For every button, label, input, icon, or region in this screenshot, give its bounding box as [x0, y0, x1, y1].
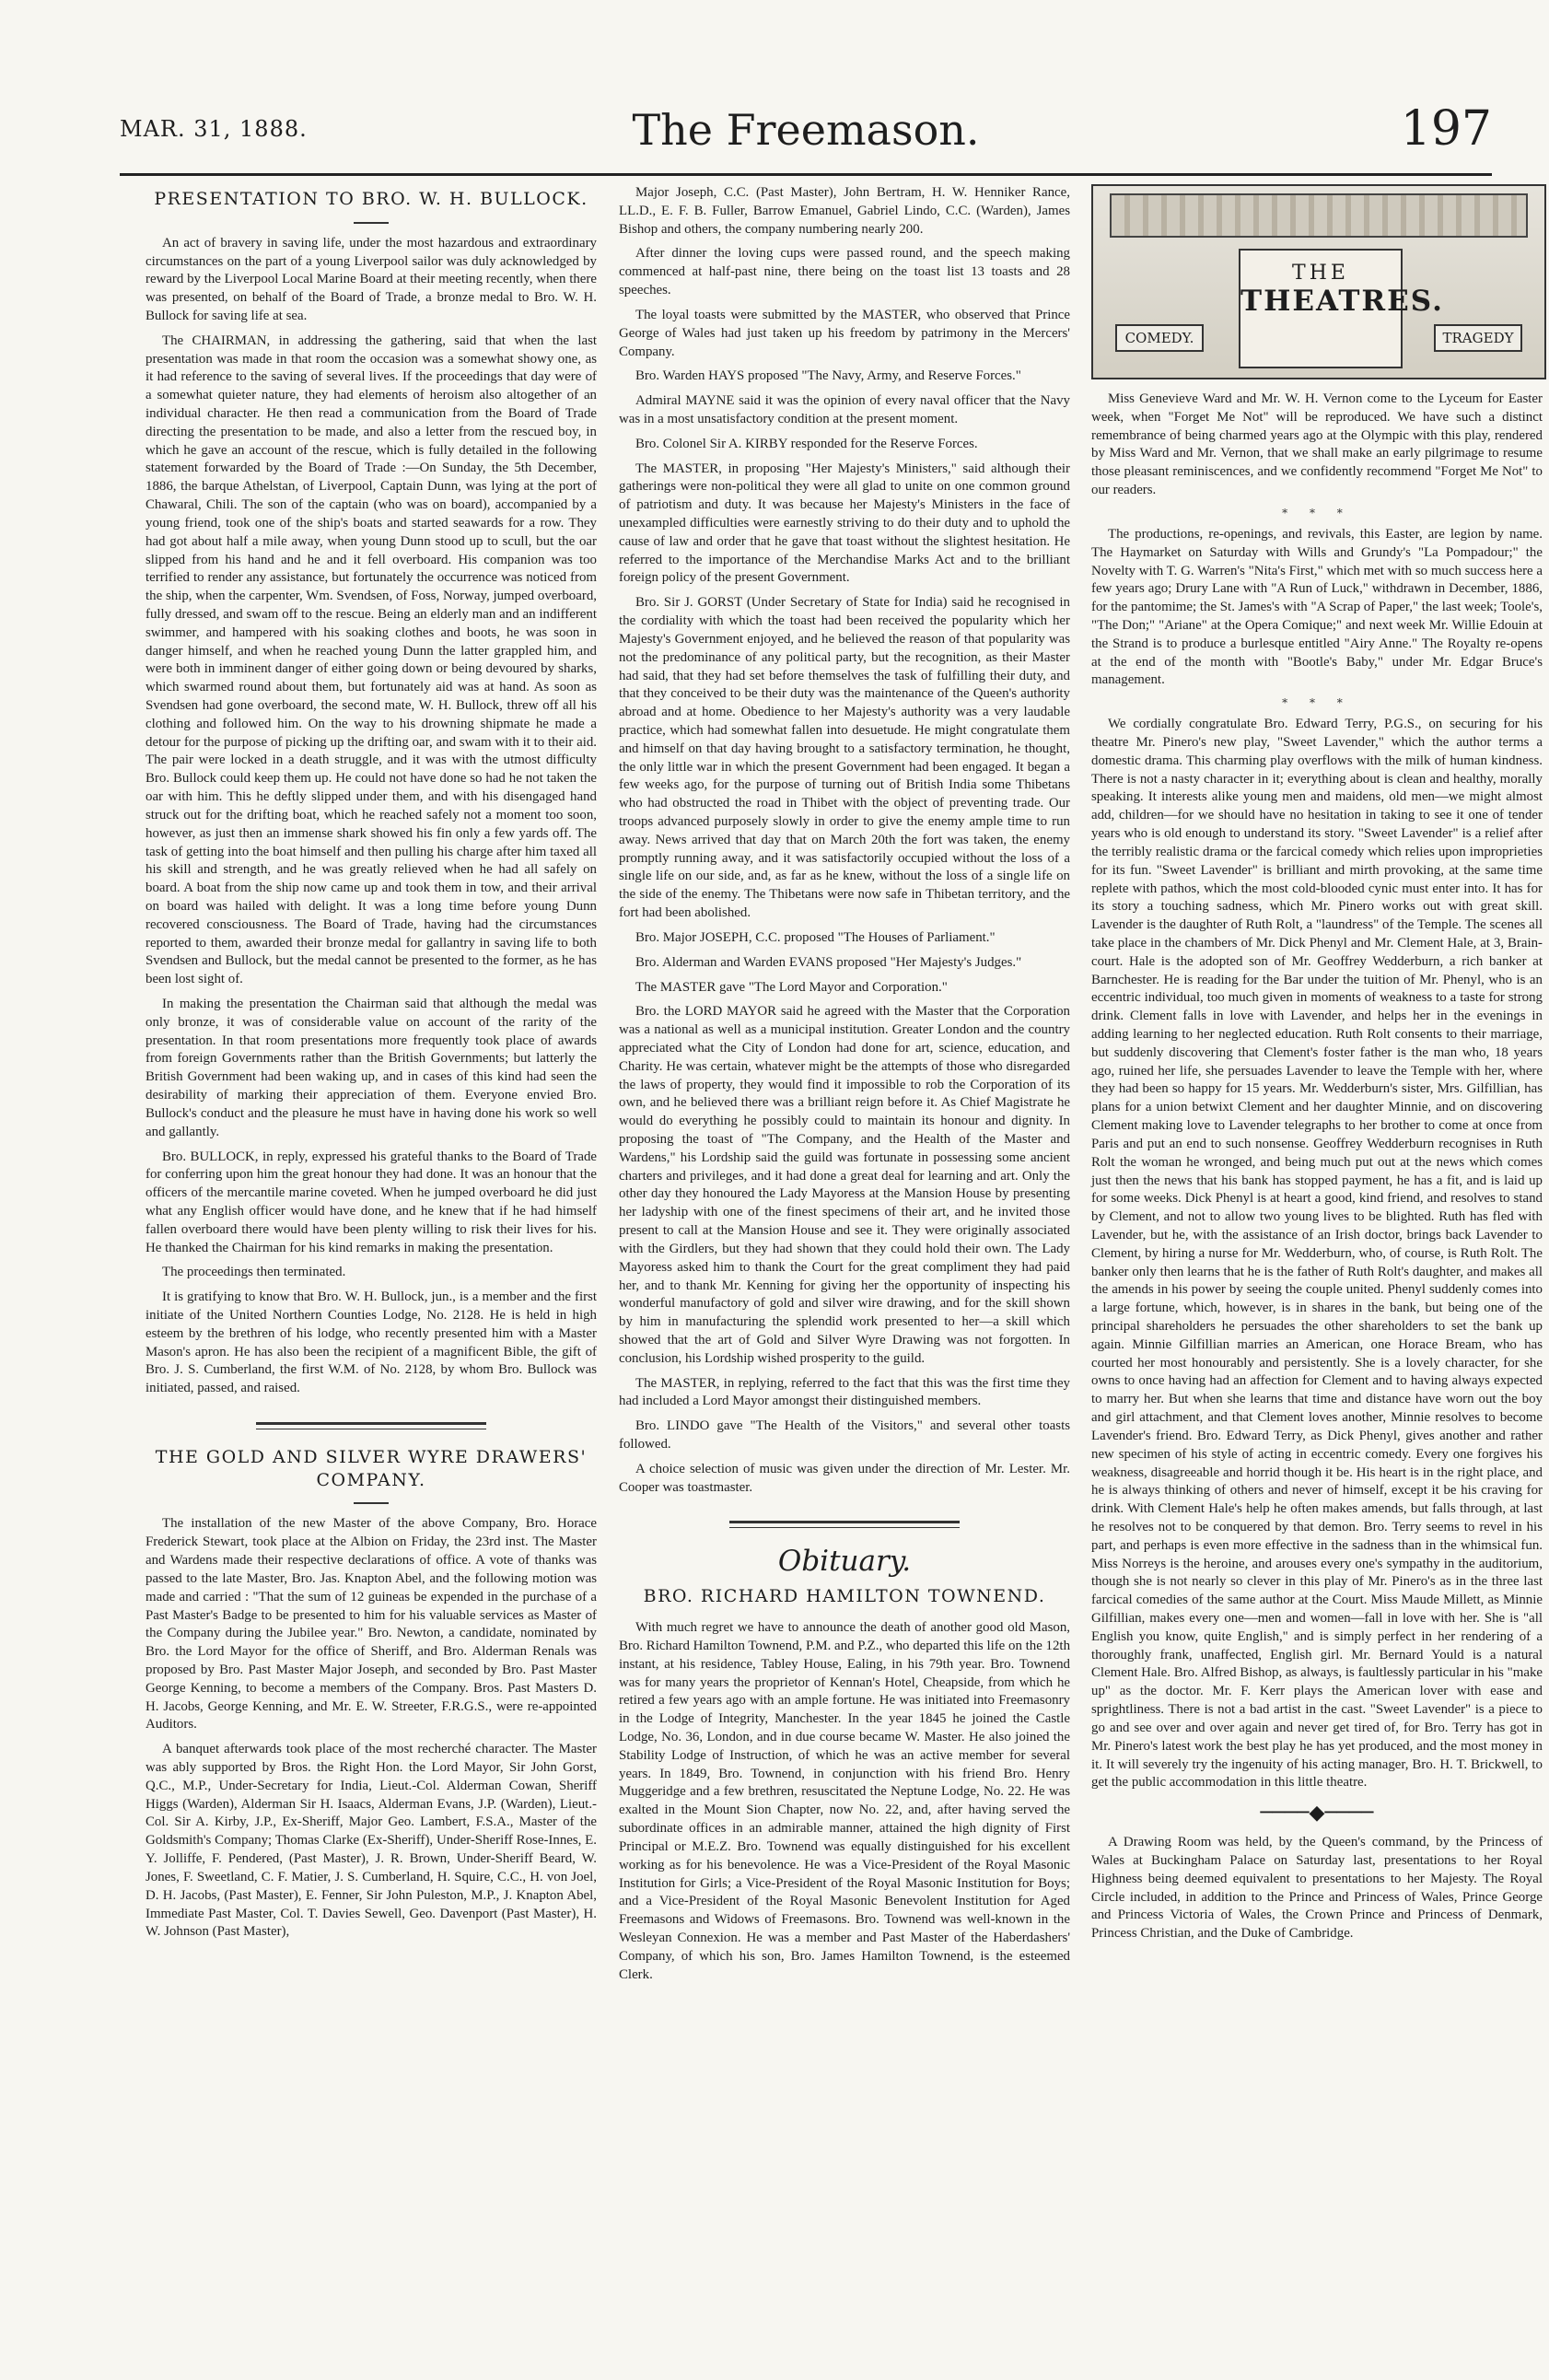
comedy-mask-label: COMEDY.	[1115, 324, 1204, 352]
paragraph: The MASTER, in proposing "Her Majesty's Ministers," said although their gatherings were non-political they were all glad to unite on one common ground of patriotism and duty. It was because her Majesty's Ministers in the face of unexampled difficulties were earnestly striving to do their duty and to uphold the cause of law and order that he gave that toast without the slightest hesitation. He referred to the importance of the Merchandise Marks Act and to the brilliant foreign policy of the present Government.	[619, 461, 1070, 586]
paragraph: The loyal toasts were submitted by the MASTER, who observed that Prince George of Wales had just taken up his freedom by patrimony in the Mercers' Company.	[619, 307, 1070, 359]
paragraph: We cordially congratulate Bro. Edward Terry, P.G.S., on securing for his theatre Mr. Pinero's new play, "Sweet Lavender," which the author terms a domestic drama. This charming play overflows with the milk of human kindness. There is not a nasty character in it; everything about is clean and healthy, morally speaking. It interests alike young men and maidens, old men—we might almost add, children—for we should have no hesitation in taking to see it one of tender years who is old enough to understand its story. "Sweet Lavender" is a relief after the terribly realistic drama or the farcical comedy which relies upon improprieties for its fun. "Sweet Lavender" is brilliant and mirth provoking, at the same time replete with pathos, which the most cold-blooded cynic must enter into. It has for its story a touching sadness, which Mr. Pinero works out with great skill. Lavender is the daughter of Ruth Rolt, a "laundress" of the Temple. The scenes all take place in the chambers of Mr. Dick Phenyl and Mr. Clement Hale, at 3, Brain-court. Hale is the adopted son of Mr. Geoffrey Wedderburn, a rich banker at Barnchester. He is reading for the Bar under the tuition of Mr. Phenyl, who is an eccentric individual, too much given in moments of weakness to a taste for strong drink. Clement falls in love with Lavender, and helps her in the evenings in adding learning to her neglected education. Ruth Rolt consents to their marriage, but suddenly discovering that Clement's foster father is the man who, 18 years ago, ruined her life, she persuades Lavender to leave the Temple with her, where they had been so happy for 15 years. Mr. Wedderburn's sister, Mrs. Gilfillian, has plans for a union betwixt Clement and her daughter Minnie, and on discovering Clement making love to Lavender telegraphs to her brother to come at once from Paris and put an end to such nonsense. Geoffrey Wedderburn recognises in Ruth Rolt the woman he wronged, and being much put out at the news which comes just then the news that his bank has stopped payment, he has a fit, and is laid up for some weeks. Dick Phenyl is at heart a good, kind friend, and resolves to stand by Clement, and not to allow two young lives to be blighted. Ruth has fled with Lavender, but he, with the assistance of an Irish doctor, brings back Lavender to Clement, by hiring a nurse for Mr. Wedderburn, who, of course, is Ruth Rolt. The banker only then learns that he is the father of Ruth Rolt's daughter, and makes all the amends in his power by seeing the couple united. Phenyl suddenly comes into a large fortune, which, however, is in shares in the bank, but being one of the principal shareholders he persuades the other shareholders to set the bank up again. Minnie Gilfillian marries an American, one Horace Bream, who has courted her most honourably and persistently. She is a lovely character, for she owns to once having had an affection for Clement and to having always expected to marry her. But when she learns that time and distance have worn out the boy and girl attachment, and that Clement loves another, Minnie resolves to become Lavender's friend. Bro. Edward Terry, as Dick Phenyl, gives another and rather new specimen of his style of acting in eccentric comedy. Every one forgives his weakness, disagreeable and horrid though it be. His heart is in the right place, and he is always thinking of others and never of himself, except it be his craving for drink. With Clement Hale's help he often makes amends, but falls through, at last he resolves not to be conquered by that demon. Bro. Terry seems to revel in his part, and perhaps is even more effective in the sadness than in the whimsical fun. Miss Norreys is the heroine, and arouses every one's sympathy in the auditorium, though she is not nearly so clever in this play of Mr. Pinero's as in the three last farcical comedies of the same author at the Court. Miss Maude Millett, as Minnie Gilfillian, makes every one—men and women—fall in love with her. She is "all English you know, quite English," and is simply perfect in her rendering of a thoroughly frank, unaffected, English girl. Mr. Bernard Yould is a natural Clement Hale. Bro. Alfred Bishop, as always, is faultlessly particular in his "make up" as the doctor. Mr. F. Kerr plays the American lover with ease and sprightliness. There is not a bad artist in the cast. "Sweet Lavender" is a piece to go and see over and over again and never get tired of, for Bro. Terry has got in Mr. Pinero's latest work the best play he has yet produced, and the most money in it. It will severely try the ingenuity of his acting manager, Bro. H. T. Brickwell, to get the public accommodation in this little theatre.	[1091, 717, 1543, 1791]
paragraph: The MASTER gave "The Lord Mayor and Corporation."	[635, 979, 948, 995]
theatres-illustration	[1091, 184, 1546, 379]
paragraph: Bro. Major JOSEPH, C.C. proposed "The Houses of Parliament."	[635, 929, 996, 945]
paragraph: With much regret we have to announce the death of another good old Mason, Bro. Richard Hamilton Townend, P.M. and P.Z., who departed this life on the 12th instant, at his residence, Tabley House, Ealing, in his 79th year. Bro. Townend was for many years the proprietor of Kennan's Hotel, Cheapside, from which he retired a few years ago with an ample fortune. He was initiated into Freemasonry in the Lodge of Integrity, Manchester. In the year 1845 he joined the Castle Lodge, No. 36, London, and in due course became W. Master. He also joined the Stability Lodge of Instruction, of which he was an active member for several years. In 1849, Bro. Townend, in conjunction with his friend Bro. Henry Muggeridge and a few brethren, resuscitated the Neptune Lodge, No. 22. He was exalted in the Mount Sion Chapter, now No. 22, and, after having served the subordinate offices in an admirable manner, attained the high dignity of First Principal or M.E.Z. Bro. Townend was equally distinguished for his excellent working as for his benevolence. He was a Vice-President of the Royal Masonic Institution for Girls; a Vice-President of the Royal Masonic Institution for Boys; and a Vice-President of the Royal Masonic Benevolent Institution for Aged Freemasons and Widows of Freemasons. Bro. Townend was well-known in the Wesleyan Connexion. He was a member and Past Master of the Haberdashers' Company, of which his son, Bro. James Hamilton Townend, is the esteemed Clerk.	[619, 1620, 1071, 1982]
divider	[354, 1502, 389, 1504]
column-2	[619, 184, 1070, 1990]
banner-ornament	[1110, 193, 1528, 238]
paragraph: Bro. Alderman and Warden EVANS proposed "Her Majesty's Judges."	[635, 954, 1022, 970]
paragraph: Bro. Warden HAYS proposed "The Navy, Army, and Reserve Forces."	[635, 368, 1021, 384]
section-stars: * * *	[1282, 696, 1352, 710]
column-1	[146, 184, 597, 1948]
masthead-rule	[120, 173, 1492, 176]
paragraph: Bro. Sir J. GORST (Under Secretary of State for India) said he recognised in the cordiality with which the toast had been received the popularity which her Majesty's Government enjoyed, and he believed the reason of that popularity was not the predominance of any political party, but the recognition, as their Master had said, that they had set before themselves the task of fulfilling their duty, and that they conceived to be their duty was the maintenance of the Queen's authority abroad and at home. Obedience to her Majesty's authority was a very laudable practice, which had somewhat fallen into desuetude. He might congratulate them and himself on that day having brought to a satisfactory termination, he thought, the only little war in which the present Government had been engaged. It began a few weeks ago, for the purpose of turning out of British India some Thibetans who had obstructed the road in Thibet with the object of preventing trade. Our troops advanced purposely slowly in order to give the enemy ample time to run away. News arrived that day that on March 20th the fort was taken, the enemy promptly running away, and it was satisfactorily occupied without the loss of a single life on our side, and, as far as he knew, without the loss of a single life on the side of the enemy. The Thibetans were now safe in Thibetan territory, and the fort had been abolished.	[619, 595, 1070, 921]
paragraph: In making the presentation the Chairman said that although the medal was only bronze, it was of considerable value on account of the rarity of the presentation. In that room presentations more frequently took place of awards from foreign Governments rather than the British Governments; but latterly the British Government had been waking up, and in cases of this kind had seen the desirability of marking their appreciation of them. Everyone envied Bro. Bullock's conduct and the pleasure he must have in having done his work so well and gallantly.	[146, 997, 597, 1139]
article-heading: THE GOLD AND SILVER WYRE DRAWERS' COMPANY.	[155, 1447, 588, 1490]
paragraph: A choice selection of music was given under the direction of Mr. Lester. Mr. Cooper was toastmaster.	[619, 1461, 1070, 1495]
section-divider	[256, 1422, 486, 1429]
theatres-label: THEATRES.	[1240, 285, 1444, 318]
paragraph: Miss Genevieve Ward and Mr. W. H. Vernon come to the Lyceum for Easter week, when "Forget Me Not" will be reproduced. We have such a distinct remembrance of being charmed years ago at the Olympic with this play, rendered by Miss Ward and Mr. Vernon, that we shall make an early pilgrimage to resume those pleasant reminiscences, and we confidently recommend "Forget Me Not" to our readers.	[1091, 391, 1543, 498]
section-divider	[729, 1521, 960, 1528]
paragraph: After dinner the loving cups were passed round, and the speech making commenced at half-past nine, there being on the toast list 13 toasts and 28 speeches.	[619, 246, 1070, 298]
paragraph: Major Joseph, C.C. (Past Master), John Bertram, H. W. Henniker Rance, LL.D., E. F. B. Fuller, Barrow Emanuel, Gabriel Lindo, C.C. (Warden), James Bishop and others, the company numbering nearly 200.	[619, 185, 1070, 237]
masthead	[120, 101, 1492, 182]
column-3	[1091, 184, 1543, 1950]
paragraph: It is gratifying to know that Bro. W. H. Bullock, jun., is a member and the first initiate of the United Northern Counties Lodge, No. 2128. He is held in high esteem by the brethren of his lodge, who recently presented him with a Master Mason's apron. He has also been the recipient of a magnificent Bible, the gift of Bro. J. S. Cumberland, the first W.M. of No. 2128, by whom Bro. Bullock was initiated, passed, and raised.	[146, 1289, 597, 1396]
paragraph: The CHAIRMAN, in addressing the gathering, said that when the last presentation was made in that room the occasion was a somewhat showy one, as it had reference to the saving of several lives. If the proceedings that day were of a somewhat quieter nature, they had elements of heroism also altogether of an individual character. He then read a communication from the Board of Trade directing the presentation to be made, and also a letter from the rescued boy, in which he gave an account of the rescue, which is fully detailed in the following statement forwarded by the Board of Trade :—On Sunday, the 5th December, 1886, the barque Athelstan, of Liverpool, Captain Dunn, was lying at the port of Chawaral, Chili. The son of the captain (who was on board), accompanied by a young friend, took one of the ship's boats and started seawards for a row. They had got about half a mile away, when young Dunn stood up to scull, but the oar slipped from his hand and he and it fell overboard. His companion was too terrified to render any assistance, but fortunately the occurrence was noticed from the ship, when the carpenter, Wm. Svendsen, of Foss, Norway, jumped overboard, fully dressed, and swam off to the rescue. Being an elderly man and an indifferent swimmer, and hampered with his soaking clothes and boots, he was soon in danger himself, and when he reached young Dunn the latter grappled him, and were both in imminent danger of either going down or being devoured by sharks, which swarmed round about them, but fortunately aid was at hand. As soon as Svendsen had gone overboard, the second mate, W. H. Bullock, threw off all his clothing and followed him. On the way to his drowning shipmate he made a detour for the purpose of picking up the drifting oar, and swam with it to their aid. The pair were locked in a death struggle, and it was with the utmost difficulty Bro. Bullock could keep them up. He could not have done so had he not taken the oar with him. This he deftly slipped under them, and with his disengaged hand struck out for the drifting boat, which he reached safely not a moment too soon, however, as just then an immense shark showed his fin only a few yards off. The task of getting into the boat himself and then pulling his charge after him taxed all his skill and strength, and he was greatly relieved when he had all safely on board. A boat from the ship now came up and took them in tow, and their arrival on board was hailed with delight. It was a long time before young Dunn recovered consciousness. The Board of Trade, having had the circumstances reported to them, awarded their bronze medal for gallantry in saving life to both Svendsen and Bullock, but the medal cannot be presented to the former, as he has been lost sight of.	[146, 332, 597, 987]
paragraph: Admiral MAYNE said it was the opinion of every naval officer that the Navy was in a most unsatisfactory condition at the present moment.	[619, 393, 1070, 426]
paragraph: The productions, re-openings, and revivals, this Easter, are legion by name. The Haymarket on Saturday with Wills and Grundy's "La Pompadour;" the Novelty with T. G. Warren's "Nita's First," which met with so much success here a few years ago; Drury Lane with "A Run of Luck," withdrawn in December, 1886, for the pantomime; the St. James's with "A Scrap of Paper," the last week; Toole's, "The Don;" "Ariane" at the Opera Comique;" and next week Mr. Willie Edouin at the Strand is to produce a burlesque entitled "Airy Anne." The Royalty re-opens at the end of the month with "Bootle's Baby," under Mr. Edgar Bruce's management.	[1091, 526, 1543, 688]
newspaper-title: The Freemason.	[632, 105, 980, 155]
article-heading: BRO. RICHARD HAMILTON TOWNEND.	[643, 1586, 1046, 1607]
paragraph: Bro. Colonel Sir A. KIRBY responded for the Reserve Forces.	[635, 436, 978, 451]
section-stars: * * *	[1282, 506, 1352, 519]
article-heading: PRESENTATION TO BRO. W. H. BULLOCK.	[154, 189, 588, 209]
obituary-heading: Obituary.	[777, 1545, 912, 1579]
issue-date: MAR. 31, 1888.	[120, 116, 308, 142]
paragraph: Bro. BULLOCK, in reply, expressed his grateful thanks to the Board of Trade for conferring upon him the great honour they had done. It was an honour that the officers of the mercantile marine coveted. When he jumped overboard he did just what any English officer would have done, and he knew that if he had himself fallen overboard there would have been plenty willing to risk their lives for his. He thanked the Chairman for his kind remarks in making the presentation.	[146, 1149, 597, 1255]
theatres-title-panel	[1239, 249, 1444, 368]
paragraph: The proceedings then terminated.	[162, 1265, 346, 1280]
paragraph: A banquet afterwards took place of the most recherché character. The Master was ably supported by Bros. the Right Hon. the Lord Mayor, Sir John Gorst, Q.C., M.P., Under-Secretary for India, Lieut.-Col. Alderman Cowan, Sheriff Higgs (Warden), Alderman Sir H. Isaacs, Alderman Evans, J.P. (Warden), Lieut.-Col. Sir A. Kirby, J.P., Ex-Sheriff, Major Geo. Lambert, F.S.A., Master of the Goldsmith's Company; Thomas Clarke (Ex-Sheriff), Under-Sheriff Rose-Innes, E. Y. Jolliffe, F. Pendered, (Past Master), J. R. Brown, Under-Sheriff Beard, W. Jones, F. Sweetland, C. F. Matier, J. S. Cumberland, H. Squire, C.C., H. von Joel, D. H. Jacobs, (Past Master), E. Fenner, Sir John Puleston, M.P., J. Knapton Abel, Immediate Past Master, Col. T. Davies Sewell, Geo. Davenport (Past Master), H. W. Johnson (Past Master),	[146, 1742, 597, 1940]
paragraph: A Drawing Room was held, by the Queen's command, by the Princess of Wales at Buckingham Palace on Saturday last, presentations to her Royal Highness being deemed equivalent to presentations to her Majesty. The Royal Circle included, in addition to the Prince and Princess of Wales, Prince George and Princess Victoria of Wales, the Crown Prince and Princess of Denmark, Princess Christian, and the Duke of Cambridge.	[1091, 1835, 1543, 1942]
page-number: 197	[1400, 101, 1492, 157]
paragraph: Bro. LINDO gave "The Health of the Visitors," and several other toasts followed.	[619, 1418, 1070, 1452]
the-label: THE	[1292, 262, 1349, 285]
ornamental-rule: ────◆────	[1260, 1802, 1374, 1826]
paragraph: An act of bravery in saving life, under the most hazardous and extraordinary circumstances on the part of a young Liverpool sailor was duly acknowledged by reward by the Liverpool Local Marine Board at their meeting recently, when there was presented, on behalf of the Board of Trade, a bronze medal to Bro. W. H. Bullock for saving life at sea.	[146, 235, 597, 323]
paragraph: Bro. the LORD MAYOR said he agreed with the Master that the Corporation was a national as well as a municipal institution. Greater London and the country appreciated what the City of London had done for art, science, education, and Charity. He was certain, whatever might be the attempts of those who disregarded the laws of property, they would find it impossible to rob the Corporation of its own, and he believed there was a brilliant reign before it. As Chief Magistrate he would do everything he possibly could to maintain its honour and dignity. In proposing the toast of "The Company, and the Health of the Master and Wardens," his Lordship said the guild was fortunate in possessing some ancient charters and privileges, and it had done a great deal for learning and art. Only the other day they honoured the Lady Mayoress at the Mansion House by presenting her ladyship with one of the finest specimens of their art, and he invited those present to call at the Mansion House and see it. They were originally associated with the Girdlers, but they had shown that they could hold their own. The Lady Mayoress asked him to thank the Court for the great compliment they had paid her, and to thank Mr. Kenning for giving her the opportunity of inspecting his wonderful manufactory of gold and silver wire drawing, and for the skill shown by him in manufacturing the splendid work presented to her—a skill which showed that the art of Gold and Silver Wyre Drawing was not forgotten. In conclusion, his Lordship wished prosperity to the guild.	[619, 1004, 1070, 1366]
tragedy-mask-label: TRAGEDY	[1434, 324, 1522, 352]
divider	[354, 222, 389, 224]
paragraph: The MASTER, in replying, referred to the fact that this was the first time they had included a Lord Mayor amongst their distinguished members.	[619, 1375, 1070, 1409]
paragraph: The installation of the new Master of the above Company, Bro. Horace Frederick Stewart, took place at the Albion on Friday, the 23rd inst. The Master and Wardens made their respective declarations of office. A vote of thanks was passed to the late Master, Bro. Jas. Knapton Abel, and the following motion was made and carried : "That the sum of 12 guineas be expended in the purchase of a Past Master's Badge to be presented to him for his valuable services as Master of the Company during the Jubilee year." Bro. Newton, a candidate, nominated by Bro. the Lord Mayor for the office of Sheriff, and Bro. Alderman Renals was proposed by Bro. Past Master Major Joseph, and seconded by Bro. Past Master George Kenning, to become a members of the Company. Bros. Past Masters D. H. Jacobs, George Kenning, and Mr. E. W. Streeter, F.R.G.S., were re-appointed Auditors.	[146, 1516, 597, 1732]
